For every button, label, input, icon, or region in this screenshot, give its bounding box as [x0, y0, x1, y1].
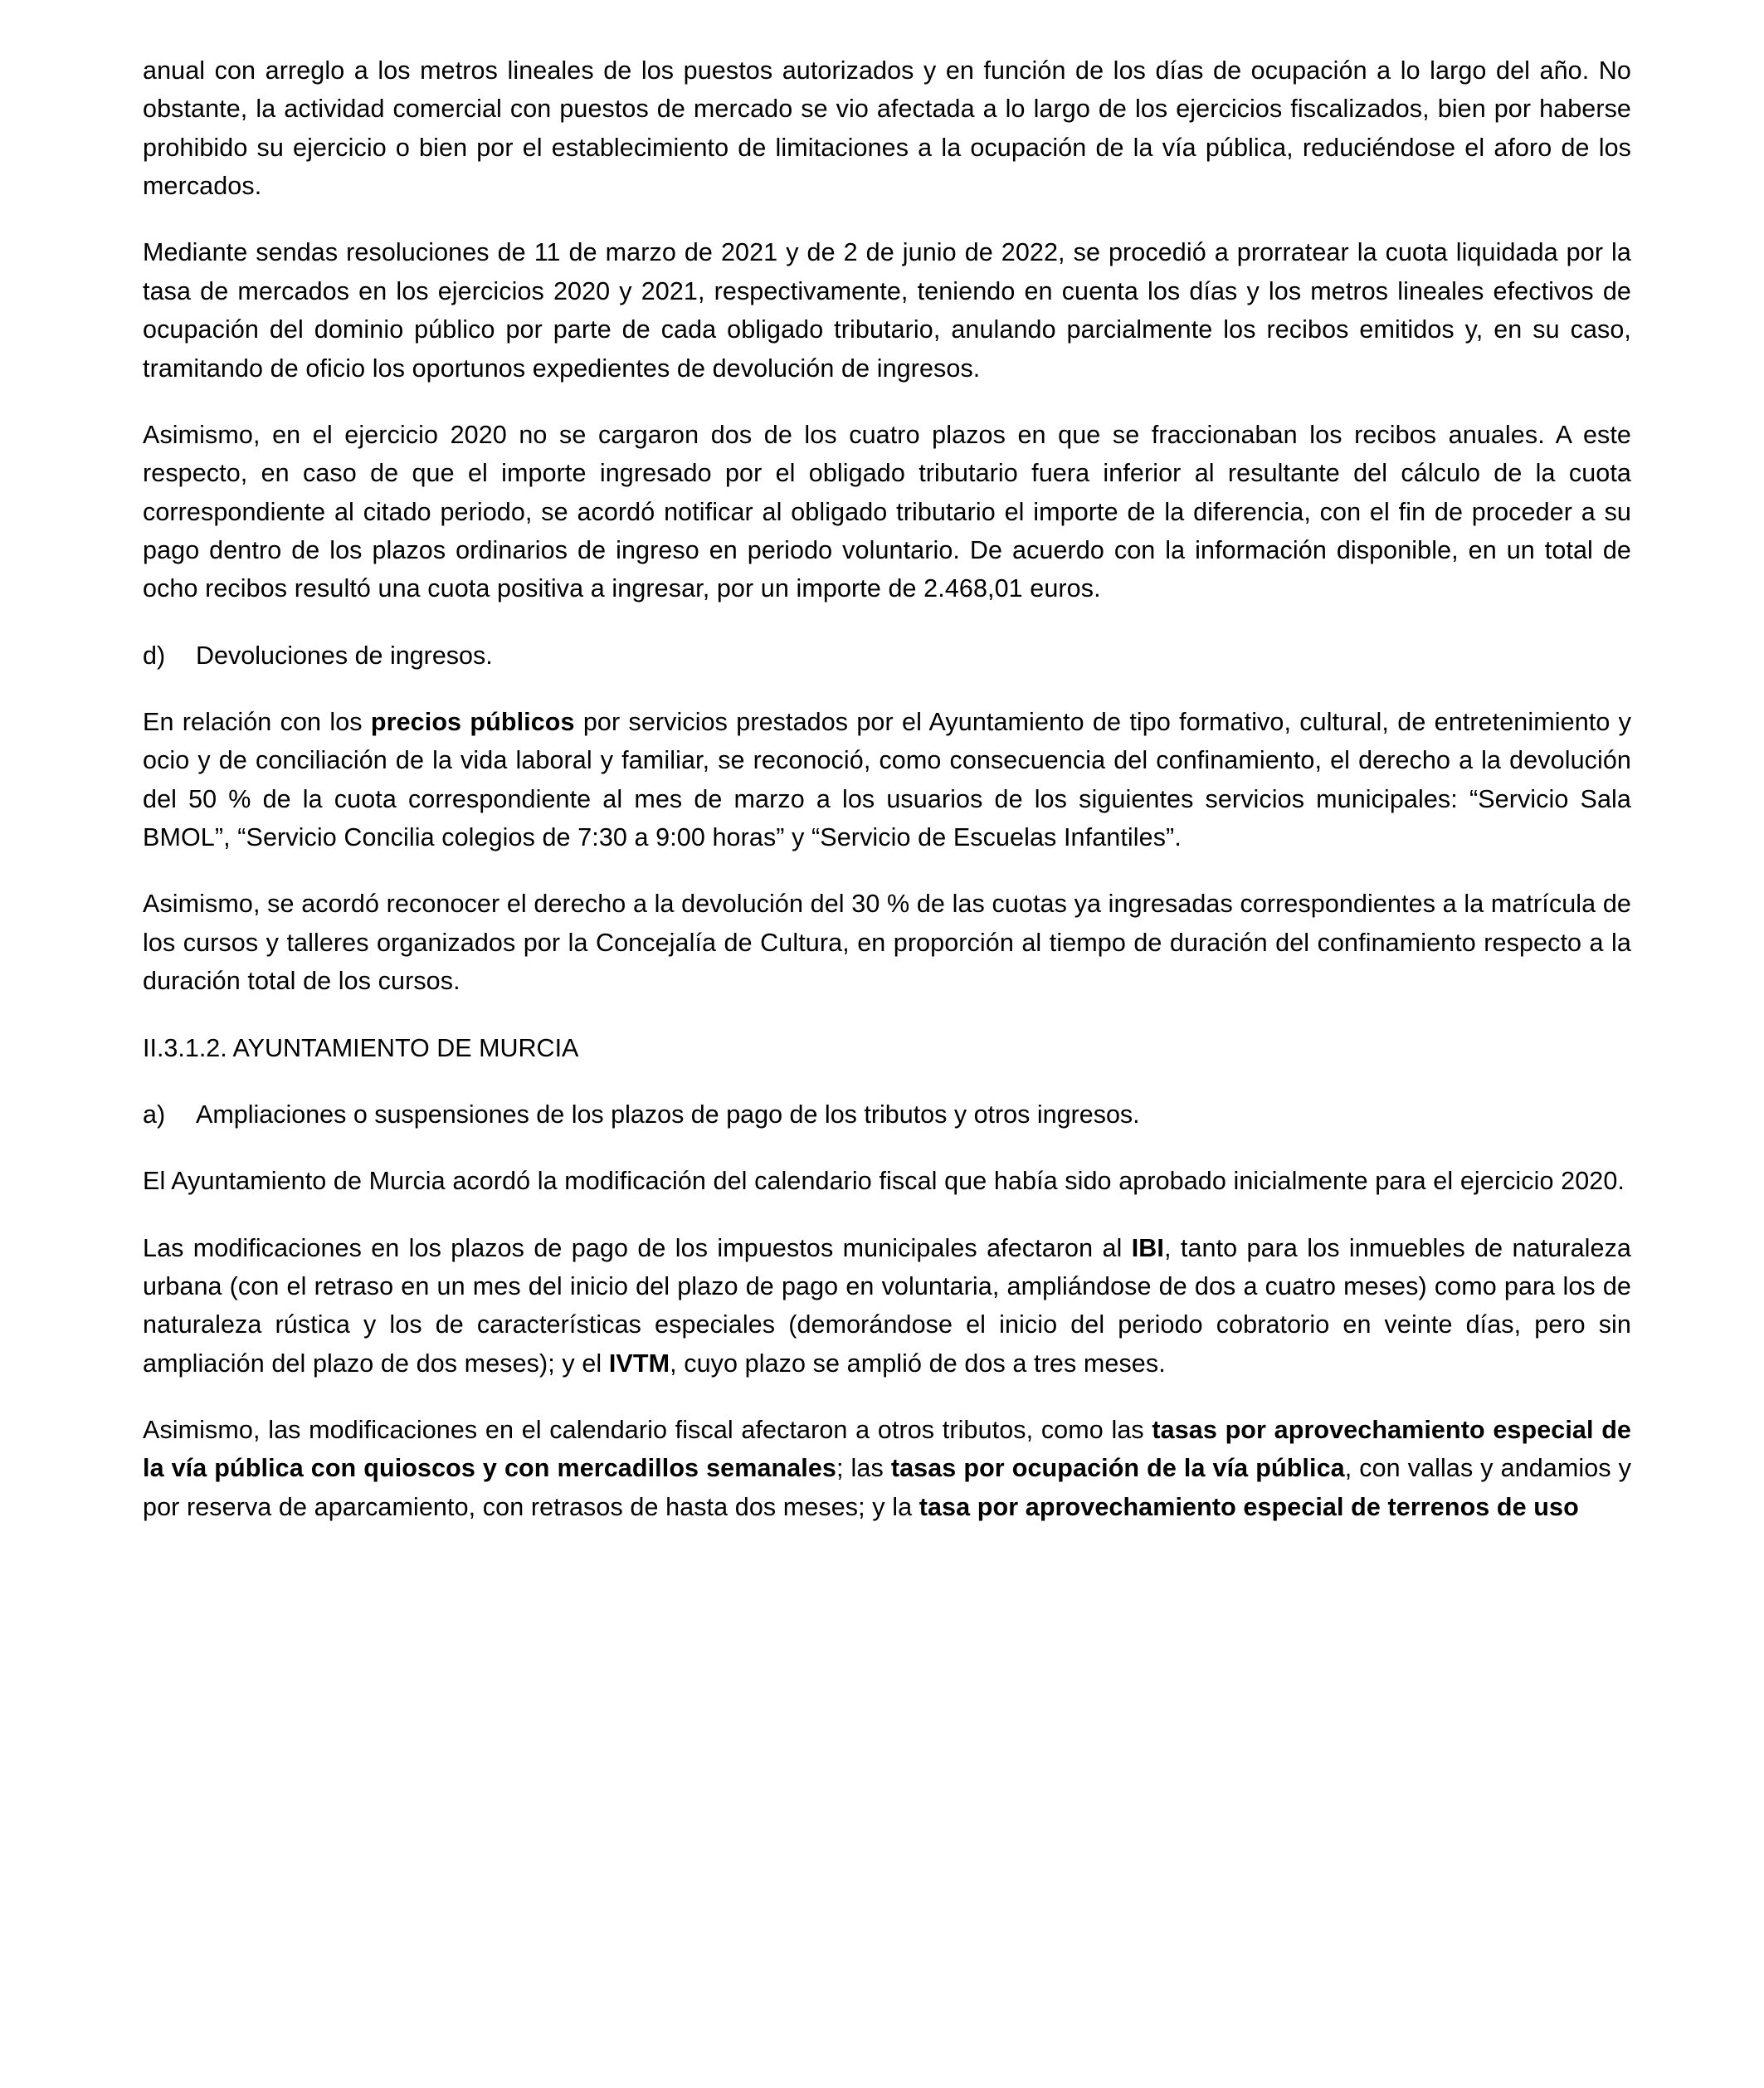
bold-ivtm: IVTM — [608, 1349, 670, 1378]
bold-tasas-quioscos: tasas por aprovechamiento especial de la vía pública con quioscos y con mercadillos semanales — [143, 1416, 1631, 1483]
list-item-a — [143, 1095, 1631, 1134]
text-run: Asimismo, las modificaciones en el calendario fiscal afectaron a otros tributos, como las — [143, 1416, 1152, 1445]
paragraph-resoluciones: Mediante sendas resoluciones de 11 de marzo de 2021 y de 2 de junio de 2022, se procedió a prorratear la cuota liquidada por la tasa de mercados en los ejercicios 2020 y 2021, respectivamente, teniendo en cuenta los días y los metros lineales efectivos de ocupación del dominio público por parte de cada obligado tributario, anulando parcialmente los recibos emitidos y, en su caso, tramitando de oficio los oportunos expedientes de devolución de ingresos. — [143, 238, 1631, 383]
section-heading-murcia: II.3.1.2. AYUNTAMIENTO DE MURCIA — [143, 1033, 579, 1062]
bold-precios-publicos: precios públicos — [370, 708, 575, 737]
paragraph-mercados: anual con arreglo a los metros lineales de los puestos autorizados y en función de los días de ocupación a lo largo del año. No obstante, la actividad comercial con puestos de mercado se vio afectada a lo largo de los ejercicios fiscalizados, bien por haberse prohibido su ejercicio o bien por el establecimiento de limitaciones a la ocupación de la vía pública, reduciéndose el aforo de los mercados. — [143, 56, 1631, 201]
text-run: Las modificaciones en los plazos de pago de los impuestos municipales afectaron al — [143, 1233, 1132, 1262]
paragraph-impuestos-ibi-ivtm — [143, 1229, 1631, 1383]
paragraph-devolucion-30: Asimismo, se acordó reconocer el derecho a la devolución del 30 % de las cuotas ya ingresadas correspondientes a la matrícula de los cursos y talleres organizados por la Concejalía de Cultura, en proporción al tiempo de duración del confinamiento respecto a la duración total de los cursos. — [143, 890, 1631, 996]
paragraph-precios-publicos — [143, 703, 1631, 856]
list-text-d: Devoluciones de ingresos. — [196, 641, 493, 670]
list-text-a: Ampliaciones o suspensiones de los plazos de pago de los tributos y otros ingresos. — [196, 1100, 1140, 1129]
list-marker-d: d) — [143, 641, 166, 670]
paragraph-calendario-fiscal: El Ayuntamiento de Murcia acordó la modificación del calendario fiscal que había sido aprobado inicialmente para el ejercicio 2020. — [143, 1167, 1625, 1196]
text-run: En relación con los — [143, 708, 371, 737]
bold-tasas-ocupacion: tasas por ocupación de la vía pública — [890, 1454, 1345, 1483]
text-run: por servicios prestados por el Ayuntamiento de tipo formativo, cultural, de entretenimiento y ocio y de conciliación de la vida laboral y familiar, se reconoció, como consecuencia del confinamiento, el derecho a la devolución del 50 % de la cuota correspondiente al mes de marzo a los usuarios de los siguientes servicios municipales: “Servicio Sala BMOL”, “Servicio Concilia colegios de 7:30 a 9:00 horas” y “Servicio de Escuelas Infantiles”. — [143, 708, 1631, 852]
bold-tasa-terrenos: tasa por aprovechamiento especial de terrenos de uso — [919, 1492, 1579, 1521]
paragraph-otros-tributos — [143, 1411, 1631, 1526]
text-run: , tanto para los inmuebles de naturaleza urbana (con el retraso en un mes del inicio del plazo de pago en voluntaria, ampliándose de dos a cuatro meses) como para los de naturaleza rústica y los de características especiales (demorándose el inicio del periodo cobratorio en veinte días, pero sin ampliación del plazo de dos meses); y el — [143, 1233, 1631, 1378]
list-marker-a: a) — [143, 1100, 166, 1129]
bold-ibi: IBI — [1131, 1233, 1164, 1262]
list-item-d — [143, 637, 1631, 675]
text-run: , con vallas y andamios y por reserva de aparcamiento, con retrasos de hasta dos meses; y la — [143, 1454, 1631, 1521]
text-run: ; las — [836, 1454, 891, 1483]
text-run: , cuyo plazo se amplió de dos a tres meses. — [670, 1349, 1166, 1378]
paragraph-plazos-2020: Asimismo, en el ejercicio 2020 no se cargaron dos de los cuatro plazos en que se fraccionaban los recibos anuales. A este respecto, en caso de que el importe ingresado por el obligado tributario fuera inferior al resultante del cálculo de la cuota correspondiente al citado periodo, se acordó notificar al obligado tributario el importe de la diferencia, con el fin de proceder a su pago dentro de los plazos ordinarios de ingreso en periodo voluntario. De acuerdo con la información disponible, en un total de ocho recibos resultó una cuota positiva a ingresar, por un importe de 2.468,01 euros. — [143, 420, 1631, 603]
